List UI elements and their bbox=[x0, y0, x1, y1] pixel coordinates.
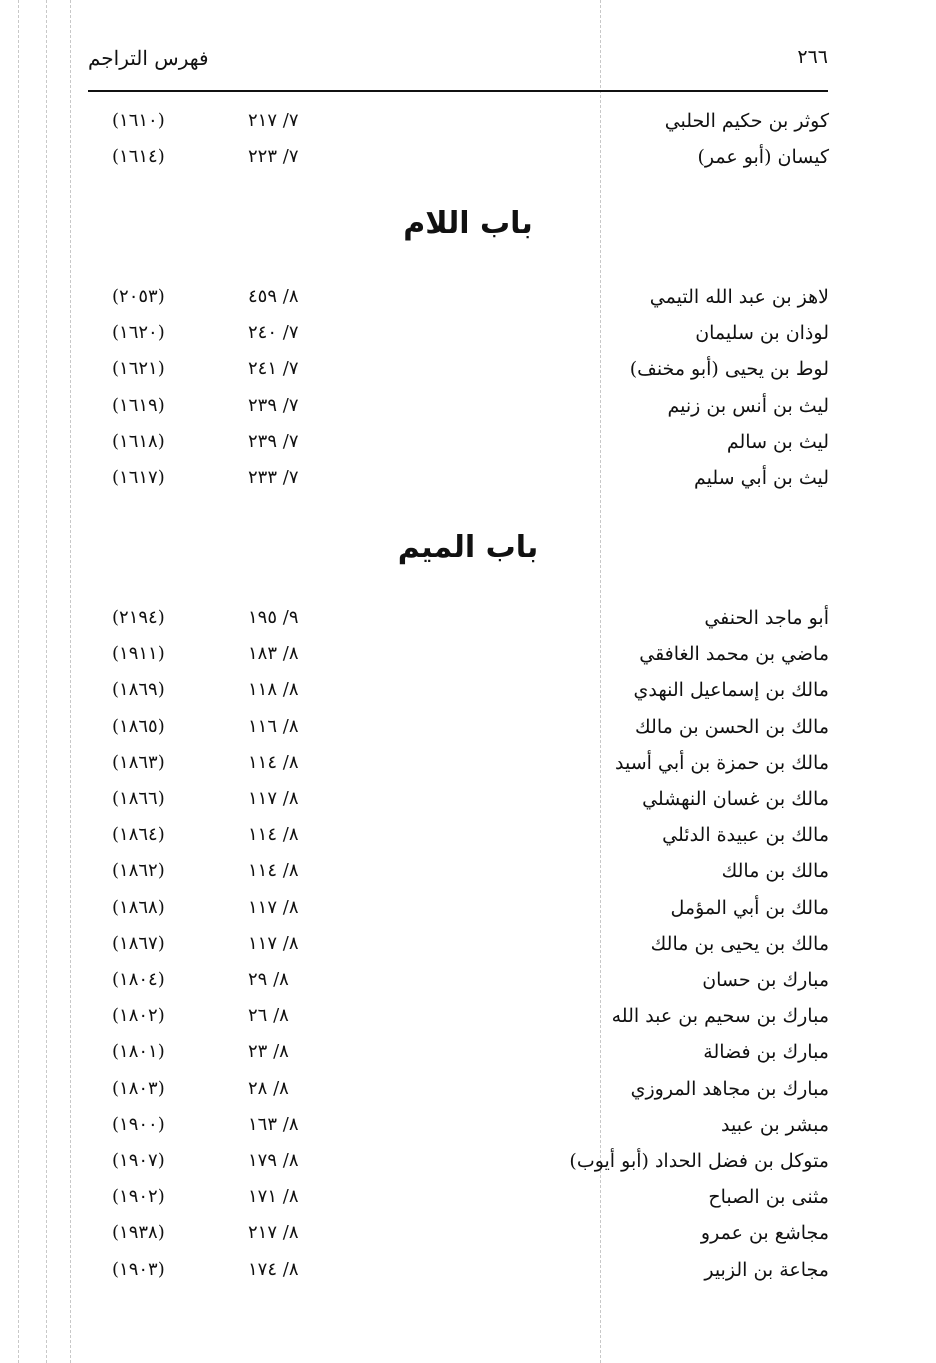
entry-volume-page: ٨/ ٢١٧ bbox=[248, 1222, 299, 1244]
entry-volume-page: ٨/ ١١٧ bbox=[248, 896, 299, 918]
entry-number: (١٩٠٣) bbox=[112, 1258, 165, 1280]
index-entry-row bbox=[0, 1186, 936, 1220]
index-entry-row bbox=[0, 897, 936, 931]
entry-volume-page: ٨/ ١٧٩ bbox=[248, 1150, 299, 1171]
entry-name: مالك بن إسماعيل النهدي bbox=[633, 679, 829, 702]
entry-number: (١٩٠٢) bbox=[112, 1186, 165, 1208]
entry-volume-page: ٧/ ٢٤٠ bbox=[248, 322, 299, 344]
entry-volume-page: ٧/ ٢٢٣ bbox=[248, 146, 299, 168]
entry-number: (١٩١١) bbox=[112, 643, 165, 665]
entry-volume-page: ٨/ ٤٥٩ bbox=[248, 286, 299, 307]
entry-number: (١٨٠٤) bbox=[112, 969, 165, 990]
entry-volume-page: ٨/ ١١٧ bbox=[248, 932, 299, 954]
entry-volume-page: ٧/ ٢٣٩ bbox=[248, 430, 299, 452]
page-number: ٢٦٦ bbox=[797, 46, 828, 68]
header-title: فهرس التراجم bbox=[88, 46, 209, 70]
entry-number: (١٦٢٠) bbox=[112, 322, 165, 344]
entry-name: لاهز بن عبد الله التيمي bbox=[649, 286, 829, 308]
entry-volume-page: ٨/ ١٧١ bbox=[248, 1186, 299, 1208]
entry-number: (١٨٦٨) bbox=[112, 896, 165, 918]
entry-number: (١٦١٧) bbox=[112, 467, 165, 488]
index-entry-row bbox=[0, 1222, 936, 1256]
entry-number: (١٨٦٤) bbox=[112, 824, 165, 846]
entry-number: (١٦١٨) bbox=[112, 430, 165, 452]
entry-number: (١٦١٤) bbox=[112, 146, 165, 168]
entry-volume-page: ٨/ ١٦٣ bbox=[248, 1113, 299, 1135]
section-heading: باب اللام bbox=[403, 206, 533, 241]
entry-name: مبشر بن عبيد bbox=[721, 1113, 829, 1136]
entry-name: مثنى بن الصباح bbox=[708, 1186, 829, 1209]
index-entry-row bbox=[0, 752, 936, 786]
entry-volume-page: ٨/ ٢٦ bbox=[248, 1005, 289, 1027]
index-entry-row bbox=[0, 824, 936, 858]
entry-number: (١٨٦٥) bbox=[112, 715, 165, 737]
index-entry-row bbox=[0, 1114, 936, 1148]
entry-number: (١٨٠١) bbox=[112, 1041, 165, 1063]
entry-name: ليث بن أبي سليم bbox=[693, 467, 829, 489]
entry-name: ليث بن سالم bbox=[726, 430, 829, 453]
entry-number: (١٨٦٦) bbox=[112, 788, 165, 809]
index-entry-row bbox=[0, 607, 936, 641]
index-entry-row bbox=[0, 395, 936, 429]
index-entry-row bbox=[0, 716, 936, 750]
entry-volume-page: ٨/ ٢٩ bbox=[248, 969, 289, 990]
entry-volume-page: ٨/ ١١٨ bbox=[248, 679, 299, 701]
index-entry-row bbox=[0, 146, 936, 180]
entry-name: مبارك بن سحيم بن عبد الله bbox=[611, 1005, 829, 1028]
index-entry-row bbox=[0, 969, 936, 1003]
index-entry-row bbox=[0, 643, 936, 677]
header-rule bbox=[88, 90, 828, 92]
entry-number: (١٨٠٣) bbox=[112, 1077, 165, 1099]
section-heading: باب الميم bbox=[397, 530, 539, 565]
entry-volume-page: ٨/ ١١٤ bbox=[248, 824, 299, 846]
index-entry-row bbox=[0, 1150, 936, 1184]
running-header bbox=[88, 40, 828, 80]
entry-name: ليث بن أنس بن زنيم bbox=[667, 394, 829, 417]
entry-volume-page: ٧/ ٢٣٣ bbox=[248, 467, 299, 488]
entry-volume-page: ٨/ ١٧٤ bbox=[248, 1258, 299, 1280]
index-entry-row bbox=[0, 1078, 936, 1112]
entry-number: (١٨٠٢) bbox=[112, 1005, 165, 1027]
entry-number: (٢١٩٤) bbox=[112, 607, 165, 628]
index-entry-row bbox=[0, 1259, 936, 1293]
entry-name: مالك بن أبي المؤمل bbox=[670, 896, 829, 919]
entry-number: (١٨٦٩) bbox=[112, 679, 165, 701]
entry-volume-page: ٨/ ٢٨ bbox=[248, 1077, 289, 1099]
entry-number: (١٨٦٢) bbox=[112, 860, 165, 882]
entry-name: لوذان بن سليمان bbox=[695, 322, 829, 345]
entry-volume-page: ٨/ ١٨٣ bbox=[248, 643, 299, 665]
entry-name: مالك بن يحيى بن مالك bbox=[650, 932, 829, 955]
entry-number: (١٦١٩) bbox=[112, 394, 165, 416]
index-entry-row bbox=[0, 1005, 936, 1039]
entry-volume-page: ٧/ ٢١٧ bbox=[248, 110, 299, 131]
index-entry-row bbox=[0, 1041, 936, 1075]
entry-name: متوكل بن فضل الحداد (أبو أيوب) bbox=[569, 1150, 829, 1172]
entry-volume-page: ٧/ ٢٤١ bbox=[248, 358, 299, 380]
index-entry-row bbox=[0, 788, 936, 822]
index-entry-row bbox=[0, 431, 936, 465]
index-entry-row bbox=[0, 358, 936, 392]
entry-name: مالك بن مالك bbox=[721, 860, 829, 883]
entry-volume-page: ٨/ ١١٤ bbox=[248, 860, 299, 882]
entry-number: (١٨٦٧) bbox=[112, 932, 165, 954]
entry-name: أبو ماجد الحنفي bbox=[704, 607, 829, 629]
entry-volume-page: ٨/ ١١٤ bbox=[248, 751, 299, 773]
entry-number: (١٦١٠) bbox=[112, 110, 165, 131]
entry-number: (١٦٢١) bbox=[112, 358, 165, 380]
index-entry-row bbox=[0, 467, 936, 501]
entry-volume-page: ٧/ ٢٣٩ bbox=[248, 394, 299, 416]
entry-number: (٢٠٥٣) bbox=[112, 286, 165, 307]
entry-name: مبارك بن حسان bbox=[702, 969, 829, 991]
entry-name: مبارك بن مجاهد المروزي bbox=[630, 1077, 829, 1100]
entry-name: مالك بن الحسن بن مالك bbox=[635, 715, 829, 738]
index-entry-row bbox=[0, 679, 936, 713]
entry-name: مبارك بن فضالة bbox=[703, 1041, 829, 1064]
entry-name: مجاعة بن الزبير bbox=[704, 1258, 829, 1281]
entry-name: لوط بن يحيى (أبو مخنف) bbox=[629, 358, 829, 381]
entry-volume-page: ٨/ ١١٧ bbox=[248, 788, 299, 809]
entry-name: ماضي بن محمد الغافقي bbox=[639, 643, 829, 666]
index-entry-row bbox=[0, 933, 936, 967]
entry-number: (١٩٣٨) bbox=[112, 1222, 165, 1244]
entry-volume-page: ٨/ ٢٣ bbox=[248, 1041, 289, 1063]
entry-volume-page: ٨/ ١١٦ bbox=[248, 715, 299, 737]
entry-name: مجاشع بن عمرو bbox=[700, 1222, 829, 1245]
entry-number: (١٨٦٣) bbox=[112, 751, 165, 773]
index-entry-row bbox=[0, 322, 936, 356]
entry-number: (١٩٠٠) bbox=[112, 1113, 165, 1135]
index-entry-row bbox=[0, 860, 936, 894]
entry-name: مالك بن غسان النهشلي bbox=[642, 788, 829, 810]
entry-name: مالك بن حمزة بن أبي أسيد bbox=[615, 751, 829, 774]
entry-name: كوثر بن حكيم الحلبي bbox=[664, 110, 829, 132]
entry-name: مالك بن عبيدة الدئلي bbox=[662, 824, 829, 847]
index-entry-row bbox=[0, 286, 936, 320]
entry-number: (١٩٠٧) bbox=[112, 1150, 165, 1171]
entry-name: كيسان (أبو عمر) bbox=[697, 146, 829, 169]
index-entry-row bbox=[0, 110, 936, 144]
entry-volume-page: ٩/ ١٩٥ bbox=[248, 607, 299, 628]
